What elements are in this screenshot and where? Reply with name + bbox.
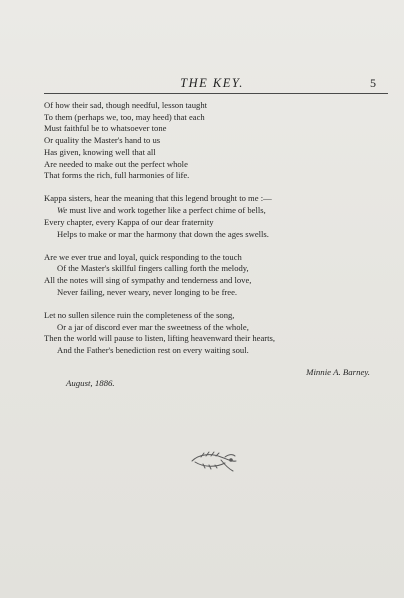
poem-line: All the notes will sing of sympathy and tenderness and love, (44, 275, 252, 286)
stanza-3 (44, 252, 384, 299)
header-rule (44, 93, 388, 94)
poem-line-italic-lead (44, 205, 384, 217)
poem-line: Every chapter, every Kappa of our dear fraternity (44, 216, 214, 227)
poem-line: Are needed to make out the perfect whole (44, 158, 188, 169)
poem-line: That forms the rich, full harmonies of life. (44, 170, 190, 181)
running-title: THE KEY. (180, 76, 244, 90)
stanza-1 (44, 100, 384, 182)
leaf-flourish-ornament-icon (189, 448, 239, 474)
poem-line: Or a jar of discord ever mar the sweetness of the whole, (57, 321, 249, 332)
poem-line: Kappa sisters, hear the meaning that this legend brought to me :— (44, 193, 272, 204)
italic-lead-word: We (57, 205, 68, 216)
poem-line: Helps to make or mar the harmony that down the ages swells. (57, 228, 269, 239)
poem-line: Never failing, never weary, never longing to be free. (57, 286, 238, 297)
poem-body (44, 100, 384, 368)
poem-line: Are we ever true and loyal, quick responding to the touch (44, 251, 242, 262)
author-signature: Minnie A. Barney. (306, 367, 370, 377)
poem-line: Must faithful be to whatsoever tone (44, 123, 167, 134)
poem-line: Let no sullen silence ruin the completeness of the song, (44, 310, 235, 321)
page-header (44, 76, 380, 92)
poem-line: Then the world will pause to listen, lifting heavenward their hearts, (44, 333, 276, 344)
poem-line: Of the Master's skillful fingers calling forth the melody, (57, 263, 249, 274)
page-number: 5 (370, 76, 376, 90)
stanza-2 (44, 193, 384, 240)
stanza-4 (44, 310, 384, 357)
poem-line: Or quality the Master's hand to us (44, 135, 161, 146)
poem-line-remainder: must live and work together like a perfect chime of bells, (67, 205, 266, 216)
poem-line: And the Father's benediction rest on every waiting soul. (57, 345, 249, 356)
poem-line: Has given, knowing well that all (44, 146, 156, 157)
poem-line: Of how their sad, though needful, lesson taught (44, 100, 208, 110)
poem-line: To them (perhaps we, too, may heed) that each (44, 111, 205, 122)
poem-date: August, 1886. (66, 378, 115, 388)
